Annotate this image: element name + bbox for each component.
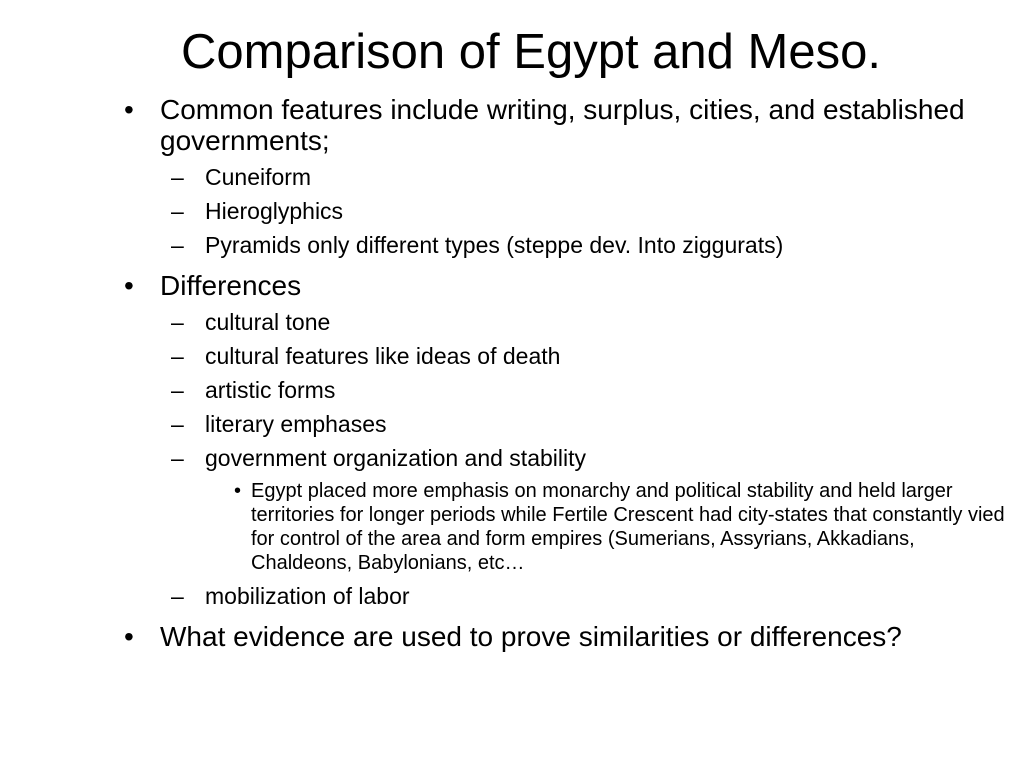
slide-body: [120, 88, 1010, 652]
sub-bullet-text: artistic forms: [205, 377, 336, 403]
sub-sub-bullet-text: Egypt placed more emphasis on monarchy and political stability and held larger territories for longer periods while Fertile Crescent had city-states that constantly vied for control of the area and form empires (Sumerians, Assyrians, Akkadians, Chaldeons, Babylonians, etc…: [251, 480, 1005, 574]
dash-marker: –: [171, 164, 184, 190]
bullet-text: Differences: [160, 270, 302, 301]
bullet-marker: •: [234, 480, 242, 502]
bullet-marker: •: [124, 270, 134, 301]
slide-title: Comparison of Egypt and Meso.: [181, 25, 881, 79]
dash-marker: –: [171, 343, 184, 369]
sub-bullet-text: cultural tone: [205, 309, 331, 335]
sub-bullet-text: Hieroglyphics: [205, 198, 344, 224]
bullet-item: [120, 270, 1010, 301]
sub-bullet-item: [163, 411, 1010, 437]
dash-marker: –: [171, 445, 184, 471]
bullet-marker: •: [124, 94, 134, 125]
dash-marker: –: [171, 309, 184, 335]
dash-marker: –: [171, 377, 184, 403]
bullet-text: Common features include writing, surplus, cities, and established governments;: [160, 94, 965, 156]
sub-bullet-item: [163, 445, 1010, 471]
sub-bullet-item: [163, 309, 1010, 335]
dash-marker: –: [171, 583, 184, 609]
sub-bullet-text: government organization and stability: [205, 445, 587, 471]
bullet-marker: •: [124, 621, 134, 652]
sub-bullet-item: [163, 343, 1010, 369]
dash-marker: –: [171, 411, 184, 437]
sub-bullet-text: Pyramids only different types (steppe dev. Into ziggurats): [205, 232, 784, 258]
bullet-text: What evidence are used to prove similarities or differences?: [160, 621, 902, 652]
bullet-item: [120, 621, 1010, 652]
sub-bullet-text: cultural features like ideas of death: [205, 343, 561, 369]
sub-bullet-text: Cuneiform: [205, 164, 312, 190]
bullet-item: [120, 94, 1010, 156]
dash-marker: –: [171, 198, 184, 224]
sub-bullet-text: literary emphases: [205, 411, 387, 437]
sub-bullet-text: mobilization of labor: [205, 583, 410, 609]
sub-bullet-item: [163, 583, 1010, 609]
sub-bullet-item: [163, 164, 1010, 190]
sub-bullet-item: [163, 198, 1010, 224]
dash-marker: –: [171, 232, 184, 258]
sub-sub-bullet-item: [228, 479, 1011, 575]
sub-bullet-item: [163, 377, 1010, 403]
sub-bullet-item: [163, 232, 1010, 258]
